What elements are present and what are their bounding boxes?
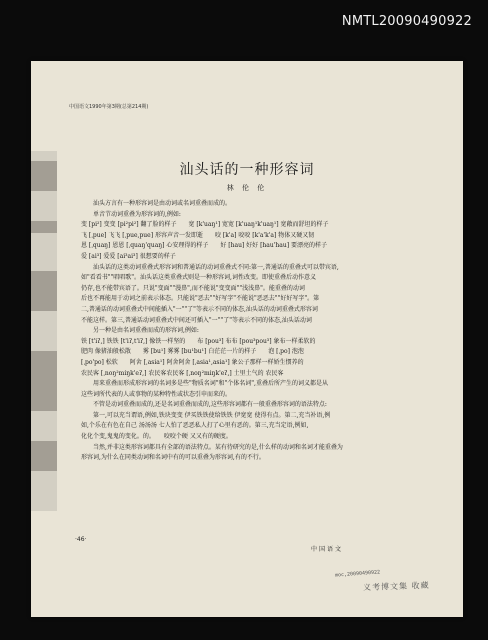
body-line: 第一,可以充当谓语,例如,铁块变变 伊买铁铁使给铁铁 伊宽宽 使得有点。第二,充当补语,例 — [93, 411, 331, 419]
body-line: 恩 [ˌquaŋ] 恩恩 [ˌquaŋ'quaŋ] 心安理得的样子 好 [hau] 好好 [hau'hau] 要漂亮的样子 — [81, 242, 327, 250]
edge-stain — [31, 271, 57, 311]
body-line: 如"看看书""唱唱歌"。汕头话这类重叠式则是一种形容词,词性改变。即使重叠后动作意义 — [81, 274, 316, 282]
body-line: 化化个变,鬼鬼的变化。的。 咬咬个硬 又又有的硬度。 — [81, 433, 232, 441]
handwritten-note: moc,20090490922 — [334, 569, 381, 579]
body-line: 后也不再能用于动词之前表示体态。只能说"恶去""好写字"不能说"恶恶去""好好写字"。第 — [81, 295, 320, 303]
archive-id-label: NMTL20090490922 — [341, 14, 472, 29]
body-line: 二,普通话的动词重叠式中间能插入"一""了"等表示不同的体态,汕头话的动词重叠式形容词 — [81, 305, 318, 313]
edge-stain — [31, 441, 57, 471]
body-line: 汕头方言有一种形容词是由动词或名词重叠而成的。 — [93, 200, 232, 207]
body-line: 形容词,为什么在同类动词和名词中有的可以重叠为形容词,有的不行。 — [81, 454, 265, 462]
body-line: 单音节动词重叠为形容词的,例如: — [93, 210, 181, 218]
body-line: 不能这样。第三,普通话动词重叠式中间还可插入"一""了"等表示不同的体态,汕头话动词 — [81, 316, 312, 324]
bound-edge-strip — [31, 151, 57, 511]
document-page — [31, 61, 463, 617]
article-title: 汕头话的一种形容词 — [179, 162, 315, 178]
journal-name-footer: 中国语文 — [311, 546, 344, 553]
body-line: 农民客 [ˌnoŋ²miŋk'eʔ,] 农民客农民客 [ˌnoŋ²miŋk'eʔ,] 土里土气的 农民客 — [81, 369, 284, 377]
body-line: 这些词所代表的人或事物的某种特性或状态引申而来的。 — [81, 390, 232, 398]
body-line: 爱 [ai³] 爱爱 [ai³ai³] 很想要的样子 — [81, 252, 176, 260]
body-line: 变 [pi²] 变变 [pi²pi²] 翻了脸的样子 宽 [k'uaŋ¹] 宽宽 [k'uaŋ¹k'uaŋ¹] 宽敞而舒坦的样子 — [81, 221, 329, 229]
body-line: 如,个乐在有色在自己 汤汤汤 七人怕了恶恶私人打了心里有恶的。第三,充当定语,例如, — [81, 422, 309, 430]
body-line: 用来重叠而形成形容词的名词多是些"物质名词"和"个体名词",重叠后所产生的词义都是从 — [93, 380, 328, 388]
body-line: 当然,并非这类形容词都具有全部的语法特点。某有待研究的是,什么样的动词和名词才能重叠为 — [93, 443, 343, 451]
journal-header: 中国语文1990年第3期(总第214期) — [69, 104, 149, 110]
body-line: 汕头话的这类动词重叠式形容词和普通话的动词重叠式不同:第一,普通话的重叠式可以带宾语, — [93, 263, 339, 271]
collection-seal: 义考博文集 收藏 — [362, 580, 430, 593]
article-body — [81, 199, 441, 464]
body-line: 仍存,也不能带宾语了。只说"变面""漫鼻",而不能说"变变面""浅浅鼻"。能重叠的动词 — [81, 284, 305, 292]
body-line: 铁 [t'iʔ,] 铁铁 [t'iʔ,t'iʔ,] 像铁一样坚的 布 [pou³] 布布 [pou³pou³] 象布一样柔软的 — [81, 337, 316, 345]
page-number: ·46· — [75, 536, 87, 543]
edge-stain — [31, 221, 57, 233]
body-line: 不管是动词重叠而成的,还是名词重叠而成的,这些形容词都有一般重叠形容词的语法特点: — [93, 401, 327, 409]
article-author: 林 伦 伦 — [226, 184, 268, 192]
body-line: 肥肉 像猪油般松散 雾 [bu¹] 雾雾 [bu¹bu¹] 白茫茫一片的样子 泡 [ˌpo] 泡泡 — [81, 348, 304, 356]
body-line: 另一种是由名词重叠而成的形容词,例如: — [93, 327, 199, 335]
body-line: [ˌpo'po] 松软 阿舍 [ˌasia¹] 阿舍阿舍 [ˌasia¹,asia¹] 象公子那样一样娇生惯养的 — [81, 358, 304, 366]
edge-stain — [31, 351, 57, 411]
body-line: 飞 [ˌpue] 飞飞 [ˌpue,pue] 形容声音一发即逝 咬 [k'a] 咬咬 [k'a'k'a] 物体又硬又韧 — [81, 231, 315, 239]
